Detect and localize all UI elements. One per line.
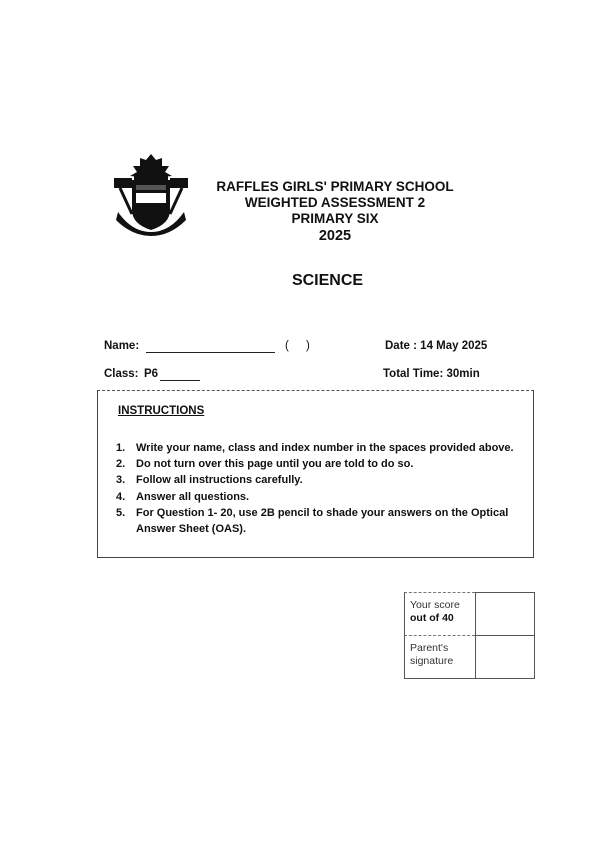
instructions-box: [97, 390, 534, 558]
name-label: Name:: [104, 340, 140, 352]
instruction-item: [116, 440, 521, 456]
date-label: Date: [385, 340, 410, 352]
instruction-number: 2.: [116, 458, 126, 471]
signature-label-line2: signature: [410, 655, 454, 667]
subject-title: SCIENCE: [291, 272, 364, 289]
score-total: out of 40: [410, 612, 454, 624]
score-value-cell[interactable]: [475, 592, 535, 635]
instruction-text: Write your name, class and index number in the spaces provided above.: [136, 442, 514, 454]
date-field: [385, 340, 525, 352]
instruction-text-emphasis: Optical Answer Sheet (OAS).: [136, 506, 509, 536]
signature-label-cell: [404, 635, 475, 679]
instruction-item: [116, 489, 521, 505]
instruction-text: For Question 1- 20, use 2B pencil to shade your answers on the: [136, 506, 471, 519]
class-value: P6: [144, 368, 159, 380]
class-field-row: [104, 368, 244, 384]
signature-label-line1: Parent's: [410, 642, 449, 654]
school-name: RAFFLES GIRLS' PRIMARY SCHOOL: [216, 179, 454, 194]
year-title: 2025: [318, 228, 352, 244]
instructions-list: [116, 440, 521, 537]
instruction-text: Answer all questions.: [136, 490, 250, 503]
name-field-row: [104, 340, 344, 356]
instructions-title: INSTRUCTIONS: [118, 405, 205, 417]
assessment-title: WEIGHTED ASSESSMENT 2: [244, 195, 426, 210]
name-input-line[interactable]: [146, 352, 275, 353]
score-label-cell: [404, 592, 475, 635]
instruction-text: Do not turn over this page until you are told to do so.: [136, 458, 414, 471]
instruction-item: [116, 472, 521, 488]
score-box: [404, 592, 535, 679]
class-label: Class:: [104, 368, 139, 380]
instruction-number: 3.: [116, 474, 126, 487]
class-input-line[interactable]: [160, 380, 200, 381]
instruction-number: 1.: [116, 442, 126, 454]
instruction-item: [116, 456, 521, 472]
instruction-item: [116, 505, 521, 537]
total-time-label: Total Time:: [383, 368, 444, 380]
score-label: Your score: [410, 599, 460, 611]
date-value: 14 May 2025: [420, 340, 488, 352]
signature-value-cell[interactable]: [475, 635, 535, 679]
index-paren-open: (: [285, 340, 289, 352]
total-time-value: 30min: [443, 368, 480, 380]
level-title: PRIMARY SIX: [291, 211, 379, 226]
instruction-number: 5.: [116, 506, 126, 519]
instruction-text: Follow all instructions carefully.: [136, 474, 303, 487]
instruction-number: 4.: [116, 490, 126, 503]
school-crest-logo: [112, 152, 190, 236]
date-separator: :: [409, 340, 421, 352]
index-paren-close: ): [306, 340, 310, 352]
total-time-field: [383, 368, 533, 380]
